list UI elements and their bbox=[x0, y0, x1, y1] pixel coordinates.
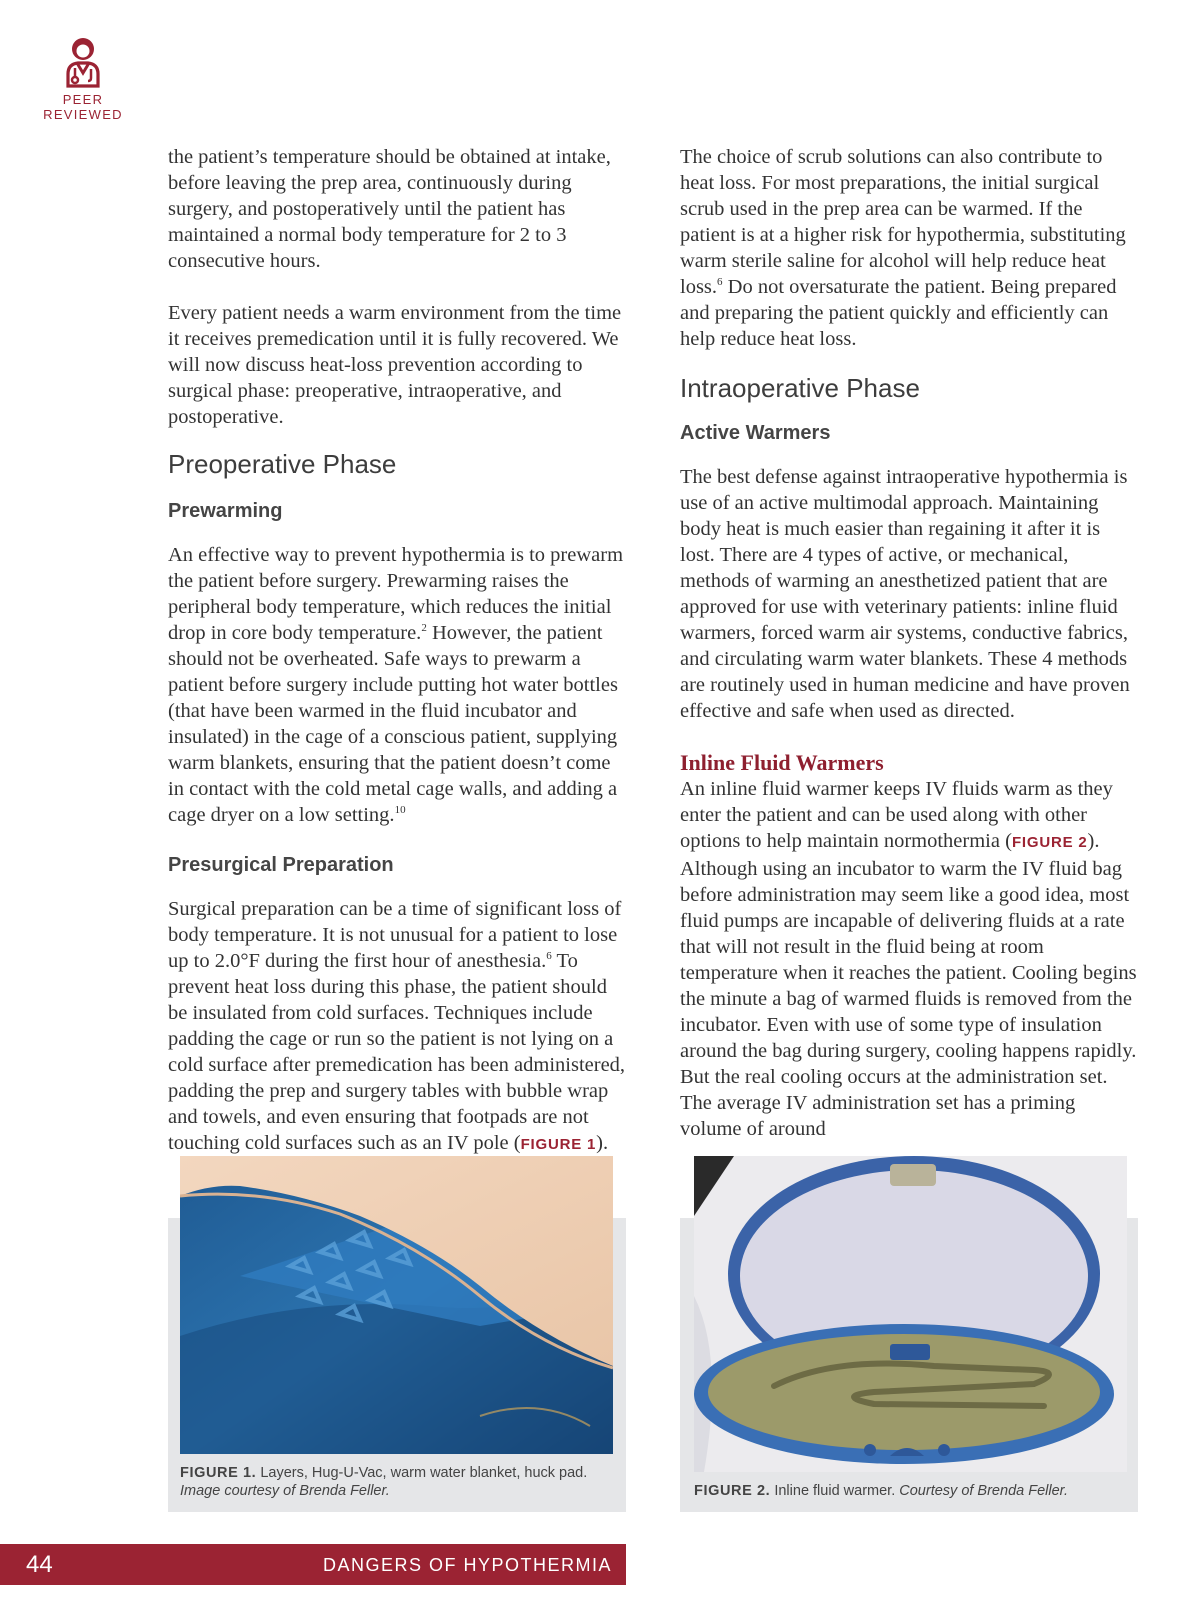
prewarming-paragraph bbox=[168, 542, 626, 828]
page-number: 44 bbox=[26, 1551, 53, 1578]
right-column bbox=[680, 144, 1138, 1142]
prewarming-text-b: However, the patient should not be overheated. Safe ways to prewarm a patient before surgery include putting hot water bottles (that have been warmed in the fluid incubator and insulated) in the cage of a conscious patient, supplying warm blankets, ensuring that the patient doesn’t come in contact with the cold metal cage walls, and adding a cage dryer on a low setting. bbox=[168, 622, 618, 826]
left-paragraph-1: the patient’s temperature should be obtained at intake, before leaving the prep area, continuously during surgery, and postoperatively until the patient has maintained a normal body temperature for 2 to 3 consecutive hours. bbox=[168, 146, 611, 272]
heading-intraoperative-phase: Intraoperative Phase bbox=[680, 373, 920, 403]
citation-ref: 6 bbox=[717, 276, 723, 289]
figure-2-reference[interactable]: FIGURE 2 bbox=[1011, 834, 1088, 851]
figure-1-credit: Image courtesy of Brenda Feller. bbox=[180, 1483, 390, 1499]
figure-2-caption-text: Inline fluid warmer. bbox=[770, 1483, 900, 1499]
presurgical-paragraph bbox=[168, 896, 626, 1158]
scrub-text-b: Do not oversaturate the patient. Being prepared and preparing the patient quickly and efficiently can help reduce heat loss. bbox=[680, 276, 1117, 350]
right-paragraph-1 bbox=[680, 144, 1138, 352]
doctor-icon bbox=[62, 36, 104, 88]
scrub-text-a: The choice of scrub solutions can also contribute to heat loss. For most preparations, the initial surgical scrub used in the prep area can be warmed. If the patient is at a higher risk for hypothermia, substituting warm sterile saline for alcohol will help reduce heat loss. bbox=[680, 146, 1126, 298]
figure-1-photo bbox=[180, 1156, 613, 1454]
subheading-inline-fluid-warmers: Inline Fluid Warmers bbox=[680, 750, 884, 775]
figure-2-credit: Courtesy of Brenda Feller. bbox=[899, 1483, 1068, 1499]
subheading-active-warmers: Active Warmers bbox=[680, 422, 831, 444]
left-paragraph-2: Every patient needs a warm environment from the time it receives premedication until it is fully recovered. We will now discuss heat-loss prevention according to surgical phase: preoperative, intraoperative, and postoperative. bbox=[168, 302, 622, 428]
presurgical-text-a: Surgical preparation can be a time of significant loss of body temperature. It is not unusual for a patient to lose up to 2.0°F during the first hour of anesthesia. bbox=[168, 898, 622, 972]
figure-1-reference[interactable]: FIGURE 1 bbox=[520, 1136, 597, 1153]
subheading-presurgical-preparation: Presurgical Preparation bbox=[168, 854, 394, 876]
presurgical-text-c: ). bbox=[596, 1132, 609, 1154]
subheading-prewarming: Prewarming bbox=[168, 500, 283, 522]
left-column bbox=[168, 144, 626, 1158]
heading-preoperative-phase: Preoperative Phase bbox=[168, 449, 397, 479]
figure-1-caption-text: Layers, Hug-U-Vac, warm water blanket, huck pad. bbox=[256, 1465, 588, 1481]
figure-2-label: FIGURE 2. bbox=[694, 1483, 771, 1499]
running-title: DANGERS OF HYPOTHERMIA bbox=[322, 1555, 612, 1575]
badge-label-line2: REVIEWED bbox=[43, 107, 123, 122]
peer-reviewed-badge bbox=[38, 36, 128, 122]
footer-bar bbox=[0, 1544, 626, 1585]
presurgical-text-b: To prevent heat loss during this phase, the patient should be insulated from cold surfaces. Techniques include padding the cage or run so the patient is not lying on a cold surface after premedication has been administered, padding the prep and surgery tables with bubble wrap and towels, and even ensuring that footpads are not touching cold surfaces such as an IV pole ( bbox=[168, 950, 626, 1154]
prewarming-text-a: An effective way to prevent hypothermia is to prewarm the patient before surgery. Prewarming raises the peripheral body temperature, which reduces the initial drop in core body temperature. bbox=[168, 544, 624, 644]
inline-warmers-paragraph bbox=[680, 776, 1138, 1142]
active-warmers-paragraph: The best defense against intraoperative hypothermia is use of an active multimodal approach. Maintaining body heat is much easier than regaining it after it is lost. There are 4 types of active, or mechanical, methods of warming an anesthetized patient that are approved for use with veterinary patients: inline fluid warmers, forced warm air systems, conductive fabrics, and circulating warm water blankets. These 4 methods are routinely used in human medicine and have proven effective and safe when used as directed. bbox=[680, 466, 1130, 722]
citation-ref: 10 bbox=[394, 804, 406, 817]
inline-text-a: An inline fluid warmer keeps IV fluids warm as they enter the patient and can be used along with other options to help maintain normothermia ( bbox=[680, 778, 1113, 852]
figure-1-label: FIGURE 1. bbox=[180, 1465, 257, 1481]
citation-ref: 6 bbox=[546, 950, 552, 963]
figure-2-photo bbox=[694, 1156, 1127, 1472]
badge-label-line1: PEER bbox=[62, 92, 104, 107]
citation-ref: 2 bbox=[421, 622, 427, 635]
inline-text-b: ). Although using an incubator to warm the IV fluid bag before administration may seem like a good idea, most fluid pumps are incapable of delivering fluids at a rate that will not result in the fluid being at room temperature when it reaches the patient. Cooling begins the minute a bag of warmed fluids is removed from the incubator. Even with use of some type of insulation around the bag during surgery, cooling happens rapidly. But the real cooling occurs at the administration set. The average IV administration set has a priming volume of around bbox=[680, 830, 1137, 1140]
figure-1-caption bbox=[180, 1464, 616, 1500]
figure-2-caption bbox=[694, 1482, 1134, 1500]
